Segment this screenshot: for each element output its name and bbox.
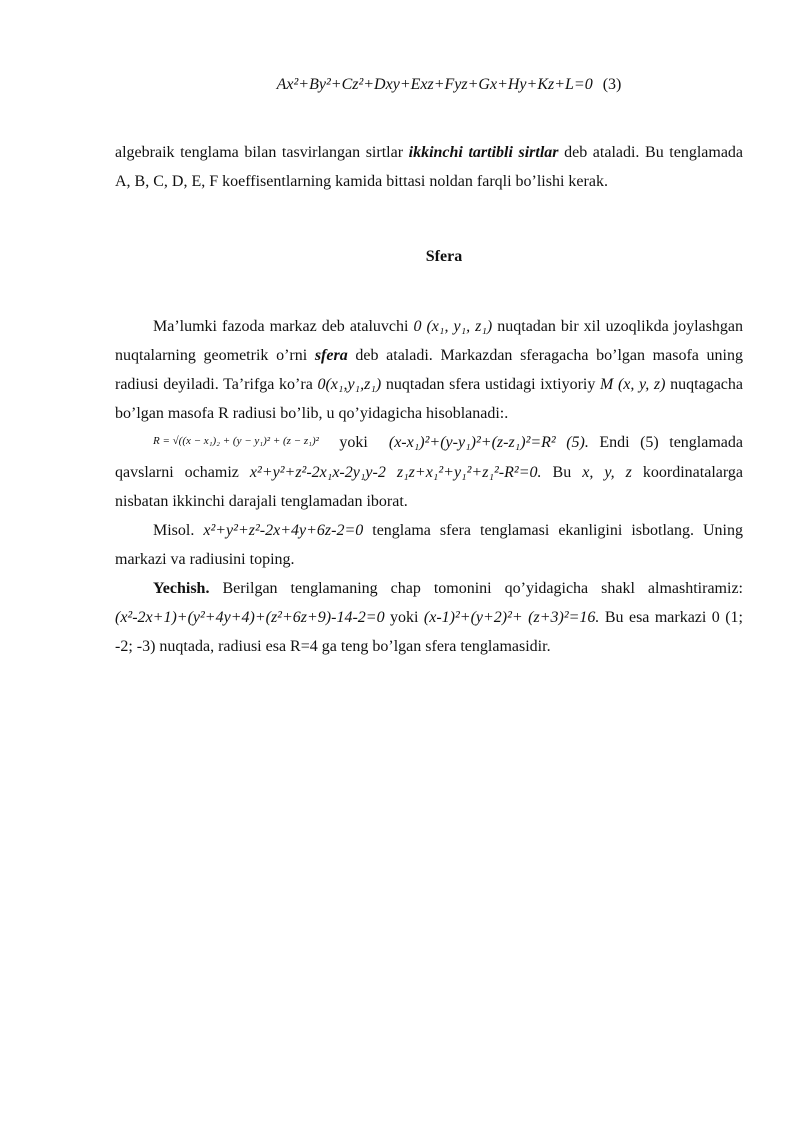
text-run: nuqtadan sfera ustidagi ixtiyoriy [381,376,600,393]
text-run: Ma’lumki fazoda markaz deb ataluvchi [153,318,414,335]
equation-5: (x-x₁)²+(y-y₁)²+(z-z₁)²=R² (5). [388,434,589,451]
text-run: deb ataladi. Bu tenglamada A, B, C, D, E, F koeffisentlarning kamida bittasi noldan farqli bo’lishi kerak. [115,144,744,190]
text-run: yoki [339,434,368,451]
text-run: nuqtadan bir xil uzoqlikda joylashgan nuqtalarning geometrik o’rni [115,318,743,364]
paragraph-formula [115,428,743,516]
math-vars: x, y, z [582,463,632,481]
paragraph-definition [115,138,743,196]
equation-3-expression: Ax²+By²+Cz²+Dxy+Exz+Fyz+Gx+Hy+Kz+L=0 [276,76,593,93]
text-run: deb ataladi. Markazdan sferagacha bo’lgan masofa uning radiusi deyiladi. Ta’rifga ko’ra [115,347,743,393]
emphasis-term: ikkinchi tartibli sirtlar [408,144,559,161]
text-run: Bu esa markazi 0 (1; -2; -3) nuqtada, radiusi esa R=4 ga teng bo’lgan sfera tenglamasidir. [115,608,743,655]
solution-equation-2: (x-1)²+(y+2)²+ (z+3)²=16. [423,608,600,626]
equation-3 [115,76,743,94]
text-run: Berilgan tenglamaning chap tomonini qo’yidagicha shakl almashtiramiz: [209,579,743,597]
expanded-equation: x²+y²+z²-2x₁x-2y₁y-2 z₁z+x₁²+y₁²+z₁²-R²=0. [249,463,542,481]
text-run: tenglama sfera tenglamasi ekanligini isbotlang. Uning markazi va radiusini toping. [115,521,744,568]
text-run: nuqtagacha bo’lgan masofa R radiusi bo’lib, u qo’yidagicha hisoblanadi:. [115,376,744,422]
example-equation: x²+y²+z²-2x+4y+6z-2=0 [203,521,364,539]
paragraph-solution [115,574,743,661]
text-run: algebraik tenglama bilan tasvirlangan sirtlar [115,144,409,161]
paragraph-example [115,516,743,574]
text-run: yoki [384,608,424,626]
solution-label: Yechish. [153,579,210,597]
emphasis-term: sfera [314,347,348,364]
section-heading: Sfera [425,248,463,265]
math-point: M (x, y, z) [600,376,666,393]
document-page [115,70,743,661]
radius-formula: R = √((x − x₁)₂ + (y − y₁)² + (z − z₁)² [153,434,319,447]
equation-3-number: (3) [602,76,622,93]
paragraph-sphere-definition [115,312,743,428]
text-run: koordinatalarga nisbatan ikkinchi darajali tenglamadan iborat. [115,463,744,510]
math-center: 0 (x₁, y₁, z₁) [413,318,493,335]
text-run: Bu [541,463,583,481]
text-run: Endi (5) tenglamada qavslarni ochamiz [115,434,744,481]
math-center: 0(x₁,y₁,z₁) [317,376,382,393]
example-label: Misol. [153,521,204,539]
solution-equation-1: (x²-2x+1)+(y²+4y+4)+(z²+6z+9)-14-2=0 [115,608,385,626]
